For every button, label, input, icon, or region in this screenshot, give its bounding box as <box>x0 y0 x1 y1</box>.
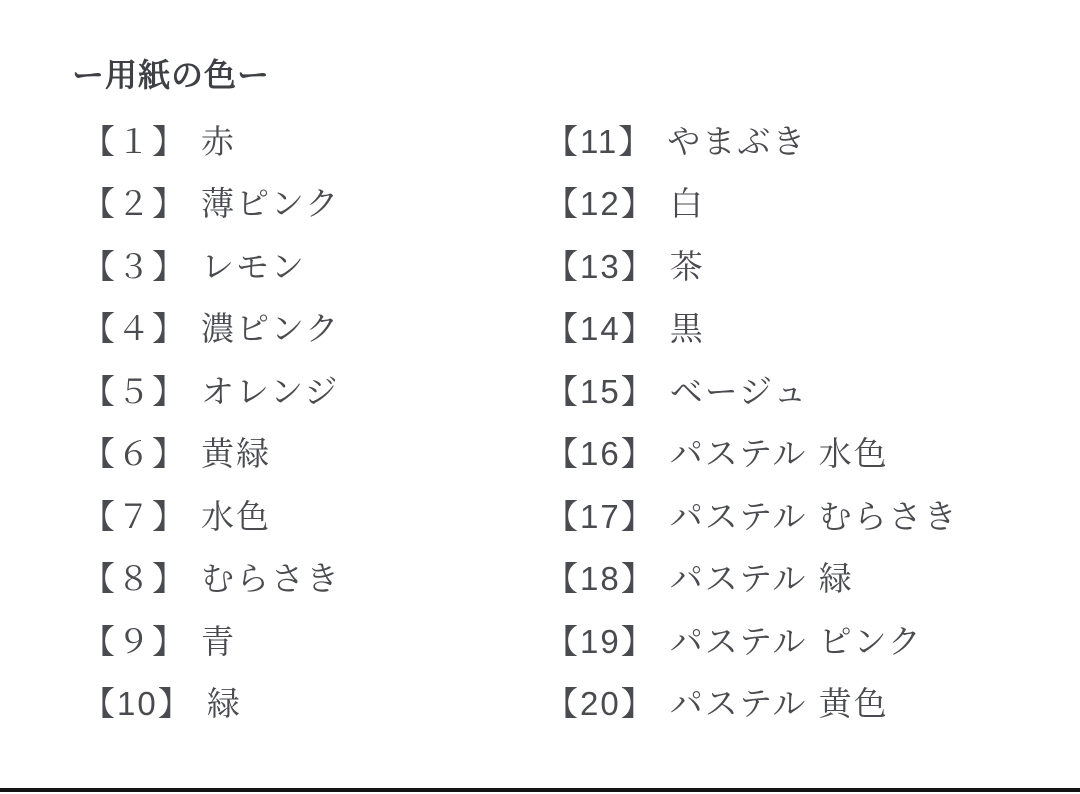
item-number: 【８】 <box>82 560 187 598</box>
color-list-right-column <box>545 108 959 733</box>
item-color-name: 白 <box>669 185 705 223</box>
item-color-name: 茶 <box>669 247 705 285</box>
item-color-name: 薄ピンク <box>201 185 341 223</box>
list-item <box>545 546 959 609</box>
list-item <box>545 671 959 734</box>
item-number: 【14】 <box>545 310 656 348</box>
list-item <box>545 296 959 359</box>
item-color-name: 黄緑 <box>201 435 271 473</box>
item-number: 【12】 <box>545 185 656 223</box>
item-color-name: 濃ピンク <box>201 310 341 348</box>
list-item <box>82 608 341 671</box>
item-color-name: パステル 緑 <box>669 560 854 598</box>
list-item <box>82 483 341 546</box>
item-number: 【18】 <box>545 560 656 598</box>
item-number: 【４】 <box>82 310 187 348</box>
item-number: 【17】 <box>545 497 656 535</box>
item-number: 【６】 <box>82 435 187 473</box>
item-color-name: 青 <box>201 622 236 660</box>
list-item <box>545 233 959 296</box>
item-number: 【13】 <box>545 247 656 285</box>
item-color-name: パステル 黄色 <box>669 685 889 723</box>
item-number: 【２】 <box>82 185 187 223</box>
bottom-divider <box>0 788 1080 792</box>
item-number: 【10】 <box>82 685 193 723</box>
item-color-name: パステル むらさき <box>669 497 959 535</box>
item-number: 【19】 <box>545 622 656 660</box>
item-color-name: レモン <box>201 247 306 285</box>
list-item <box>82 546 341 609</box>
item-color-name: 水色 <box>201 497 271 535</box>
item-color-name: 赤 <box>201 122 236 160</box>
item-color-name: ベージュ <box>669 372 809 410</box>
item-number: 【11】 <box>545 122 654 160</box>
item-number: 【３】 <box>82 247 187 285</box>
list-item <box>82 671 341 734</box>
item-color-name: パステル ピンク <box>669 622 923 660</box>
item-color-name: パステル 水色 <box>669 435 889 473</box>
list-item <box>82 108 341 171</box>
item-number: 【16】 <box>545 435 656 473</box>
item-color-name: 緑 <box>206 685 242 723</box>
list-item <box>545 608 959 671</box>
list-item <box>82 358 341 421</box>
item-number: 【７】 <box>82 497 187 535</box>
item-number: 【１】 <box>82 122 187 160</box>
list-item <box>545 108 959 171</box>
list-item <box>545 421 959 484</box>
item-number: 【15】 <box>545 372 656 410</box>
item-color-name: 黒 <box>669 310 705 348</box>
item-number: 【９】 <box>82 622 187 660</box>
list-item <box>82 233 341 296</box>
list-item <box>82 171 341 234</box>
page-title: ー用紙の色ー <box>72 57 271 93</box>
item-color-name: やまぶき <box>667 122 808 160</box>
list-item <box>545 483 959 546</box>
list-item <box>82 296 341 359</box>
list-item <box>82 421 341 484</box>
list-item <box>545 358 959 421</box>
list-item <box>545 171 959 234</box>
item-number: 【５】 <box>82 372 187 410</box>
item-color-name: オレンジ <box>201 372 340 410</box>
item-number: 【20】 <box>545 685 656 723</box>
item-color-name: むらさき <box>201 560 341 598</box>
color-list-left-column <box>82 108 341 733</box>
